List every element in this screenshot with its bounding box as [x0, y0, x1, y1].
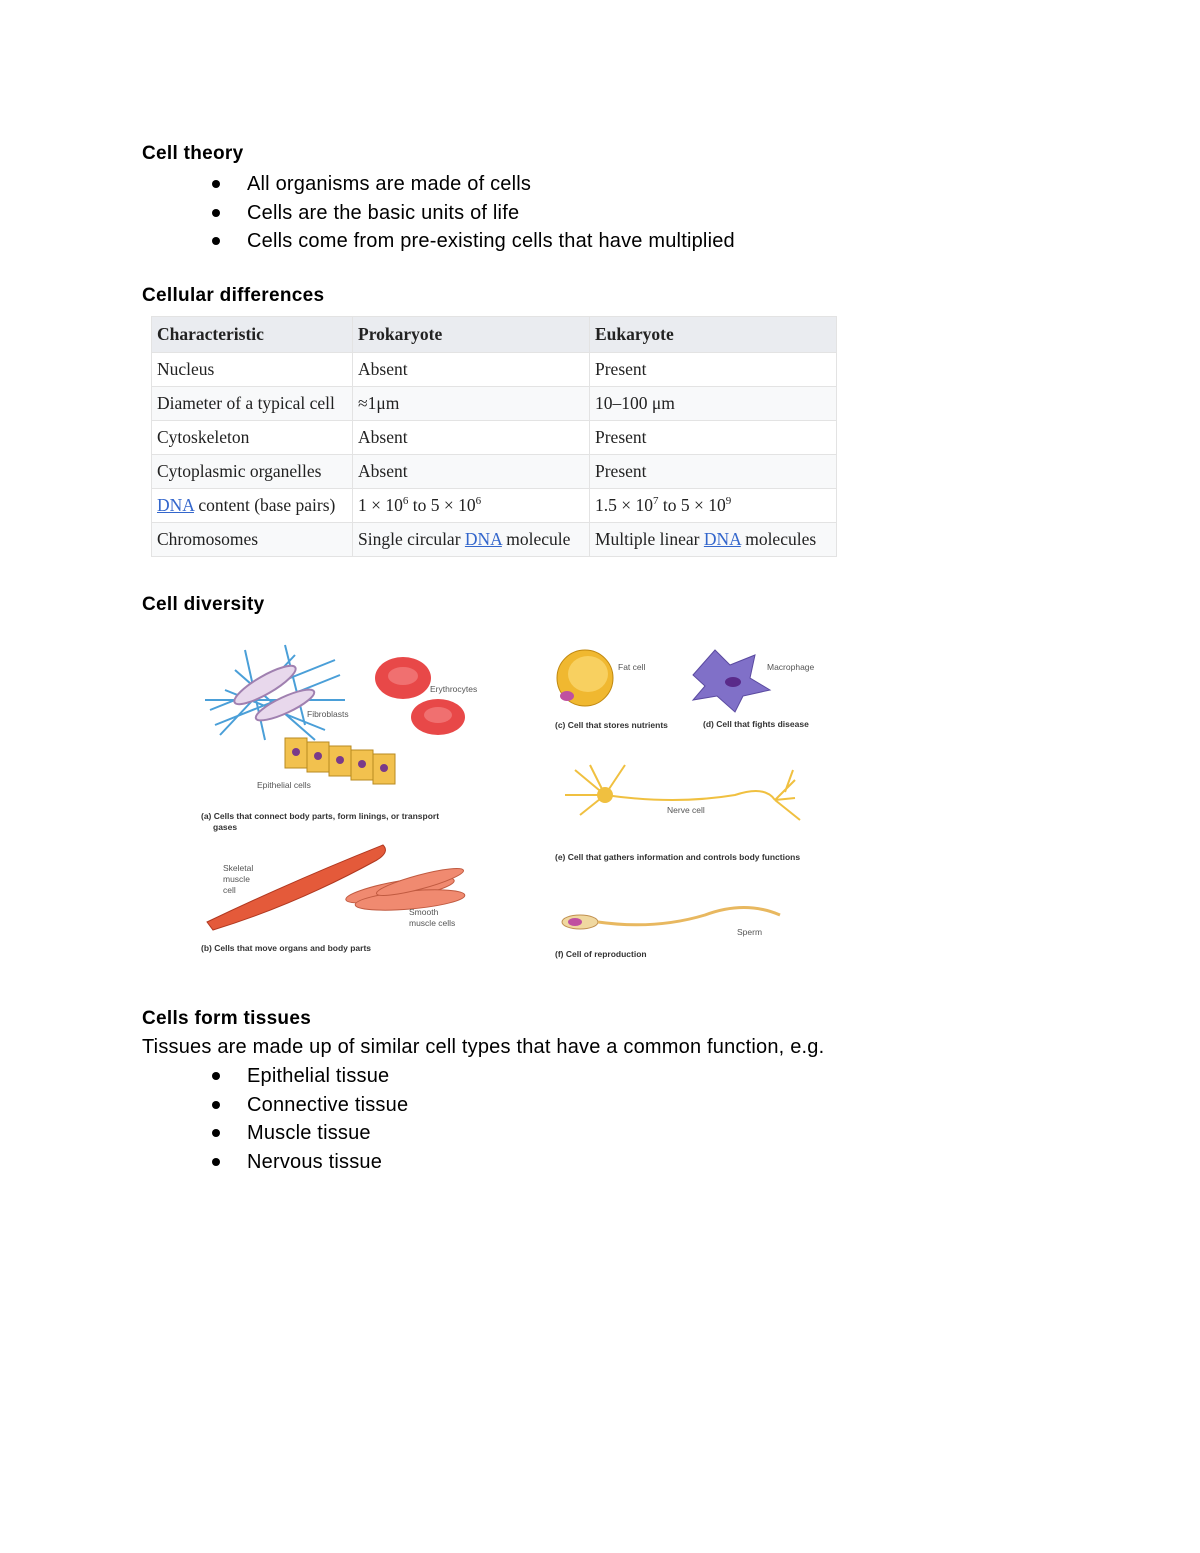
caption-f: (f) Cell of reproduction [555, 949, 647, 959]
cell-text: 1 × 10 [358, 495, 403, 515]
label-smooth-1: Smooth [409, 907, 439, 917]
table-row [152, 455, 837, 489]
cell-text: molecules [740, 529, 817, 549]
cell [353, 523, 590, 557]
cell: Absent [353, 421, 590, 455]
fat-cell-illustration [557, 650, 613, 706]
cell-text: molecule [501, 529, 571, 549]
caption-c: (c) Cell that stores nutrients [555, 720, 668, 730]
heading-cell-theory: Cell theory [142, 143, 244, 164]
list-item [210, 1062, 408, 1091]
cell-diversity-figure [195, 630, 840, 965]
epithelial-illustration [285, 738, 395, 784]
cell-text: to 5 × 10 [408, 495, 476, 515]
label-fibroblasts: Fibroblasts [307, 709, 349, 719]
tissues-intro: Tissues are made up of similar cell types that have a common function, e.g. [142, 1036, 825, 1058]
exponent: 9 [725, 495, 732, 507]
cell [353, 489, 590, 523]
cell-text: Single circular [358, 529, 465, 549]
label-erythrocytes: Erythrocytes [430, 684, 478, 694]
bullet-icon [212, 237, 220, 245]
list-item [210, 170, 735, 199]
cell [590, 489, 837, 523]
caption-a: (a) Cells that connect body parts, form linings, or transport [201, 811, 440, 821]
cell: Nucleus [152, 353, 353, 387]
tissues-list [210, 1062, 408, 1176]
heading-cell-diversity: Cell diversity [142, 594, 265, 615]
label-nerve: Nerve cell [667, 805, 705, 815]
caption-a-line2: gases [213, 822, 238, 832]
list-item [210, 1091, 408, 1120]
table-row [152, 387, 837, 421]
list-item [210, 1148, 408, 1177]
cell: Cytoskeleton [152, 421, 353, 455]
label-skeletal-3: cell [223, 885, 236, 895]
dna-link[interactable]: DNA [464, 529, 502, 549]
table-row [152, 489, 837, 523]
table-row [152, 523, 837, 557]
erythrocytes-illustration [375, 657, 465, 735]
label-macrophage: Macrophage [767, 662, 815, 672]
cell: ≈1μm [353, 387, 590, 421]
exponent: 6 [402, 495, 409, 507]
cell: Absent [353, 455, 590, 489]
cell [590, 523, 837, 557]
cell-diversity-illustration [195, 630, 840, 965]
list-item-text: Epithelial tissue [247, 1065, 390, 1087]
bullet-icon [212, 1101, 220, 1109]
label-skeletal-1: Skeletal [223, 863, 254, 873]
bullet-icon [212, 1129, 220, 1137]
comparison-table [151, 316, 837, 557]
sperm-illustration [562, 908, 780, 930]
caption-e: (e) Cell that gathers information and controls body functions [555, 852, 801, 862]
heading-cellular-differences: Cellular differences [142, 285, 325, 306]
label-sperm: Sperm [737, 927, 763, 937]
header-eukaryote: Eukaryote [590, 317, 837, 353]
list-item-text: Connective tissue [247, 1093, 409, 1116]
cell-text: 1.5 × 10 [595, 495, 653, 515]
cell: Present [590, 455, 837, 489]
fibroblasts-illustration [205, 645, 345, 740]
list-item-text: Cells are the basic units of life [247, 201, 520, 224]
table-header-row [152, 317, 837, 353]
comparison-table-image [151, 316, 837, 556]
caption-d: (d) Cell that fights disease [703, 719, 809, 729]
cell: Chromosomes [152, 523, 353, 557]
list-item-text: Muscle tissue [247, 1122, 371, 1144]
label-fat: Fat cell [618, 662, 646, 672]
dna-link[interactable]: DNA [157, 495, 194, 515]
cell-text: Multiple linear [595, 529, 704, 549]
cell [152, 489, 353, 523]
cell-text: to 5 × 10 [658, 495, 726, 515]
dna-link[interactable]: DNA [703, 529, 741, 549]
table-row [152, 353, 837, 387]
list-item [210, 1119, 408, 1148]
bullet-icon [212, 209, 220, 217]
caption-b: (b) Cells that move organs and body parts [201, 943, 372, 953]
label-skeletal-2: muscle [223, 874, 250, 884]
list-item [210, 227, 735, 256]
label-epithelial: Epithelial cells [257, 780, 311, 790]
label-smooth-2: muscle cells [409, 918, 456, 928]
bullet-icon [212, 1158, 220, 1166]
cell: Present [590, 353, 837, 387]
cell: 10–100 μm [590, 387, 837, 421]
exponent: 7 [653, 495, 659, 507]
cell-text: content (base pairs) [193, 495, 336, 515]
table-row [152, 421, 837, 455]
list-item-text: Cells come from pre-existing cells that have multiplied [247, 230, 735, 252]
exponent: 6 [475, 495, 482, 507]
cell: Diameter of a typical cell [152, 387, 353, 421]
list-item-text: All organisms are made of cells [247, 173, 532, 195]
cell: Absent [353, 353, 590, 387]
cell: Cytoplasmic organelles [152, 455, 353, 489]
list-item-text: Nervous tissue [247, 1150, 383, 1173]
heading-cells-form-tissues: Cells form tissues [142, 1008, 312, 1029]
cell: Present [590, 421, 837, 455]
smooth-muscle-illustration [344, 864, 465, 914]
bullet-icon [212, 180, 220, 188]
list-item [210, 199, 735, 228]
header-characteristic: Characteristic [152, 317, 353, 353]
cell-theory-list [210, 170, 735, 256]
header-prokaryote: Prokaryote [353, 317, 590, 353]
bullet-icon [212, 1072, 220, 1080]
